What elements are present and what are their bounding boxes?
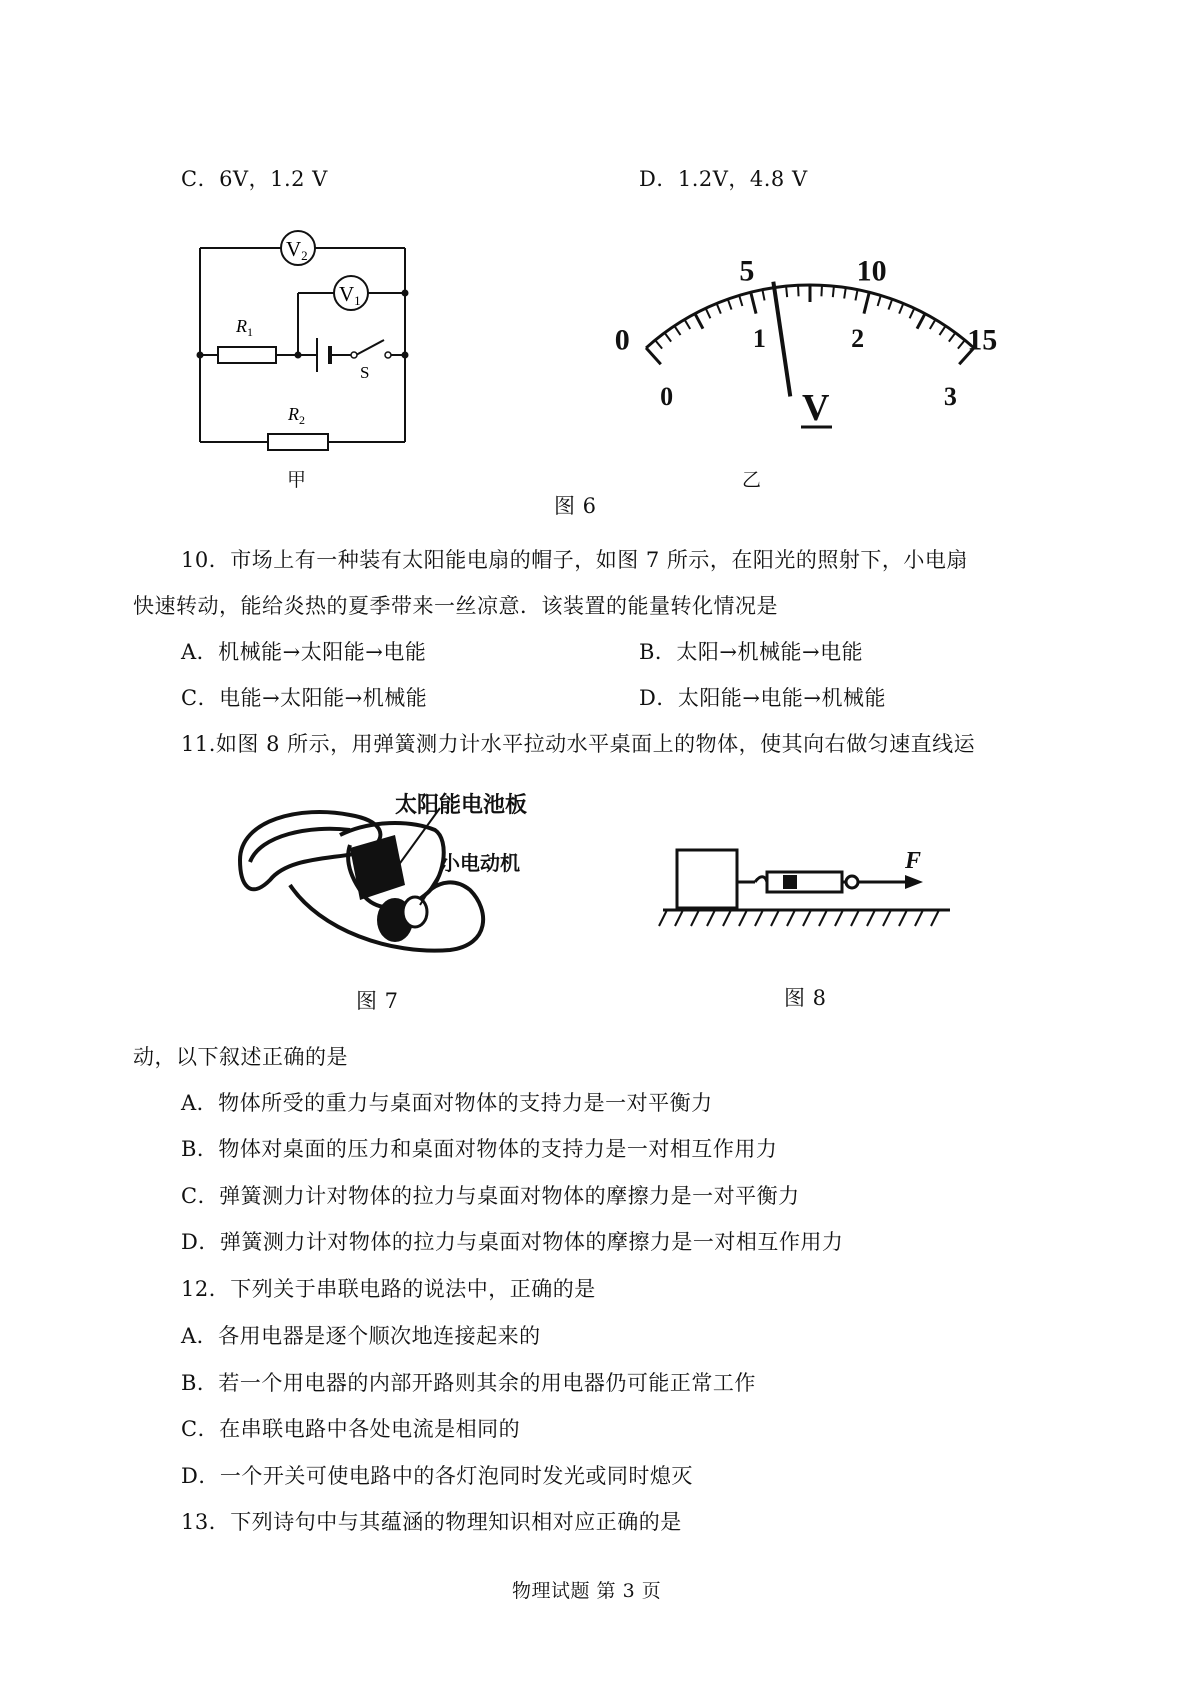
dial-tick bbox=[910, 308, 915, 318]
q11-stem-line2: 动，以下叙述正确的是 bbox=[133, 1045, 348, 1069]
fig6-voltmeter-dial bbox=[614, 230, 998, 450]
q10-stem-line2: 快速转动，能给炎热的夏季带来一丝凉意．该装置的能量转化情况是 bbox=[133, 594, 778, 618]
q12-option-a: A．各用电器是逐个顺次地连接起来的 bbox=[181, 1324, 541, 1348]
dial-tick bbox=[665, 333, 672, 342]
meter-needle bbox=[773, 282, 790, 397]
dial-tick bbox=[717, 303, 721, 313]
dial-tick bbox=[958, 340, 965, 349]
dial-tick bbox=[899, 303, 903, 313]
q10-option-c: C．电能→太阳能→机械能 bbox=[181, 686, 428, 710]
label-solar-panel: 太阳能电池板 bbox=[395, 793, 528, 818]
dial-tick bbox=[706, 308, 711, 318]
r1-label: $R_1$ bbox=[236, 316, 253, 339]
q11-stem-line1: 11.如图 8 所示，用弹簧测力计水平拉动水平桌面上的物体，使其向右做匀速直线运 bbox=[181, 732, 976, 756]
fig7-caption: 图 7 bbox=[356, 989, 399, 1013]
dial-tick bbox=[655, 340, 662, 349]
q10-stem-line1: 10．市场上有一种装有太阳能电扇的帽子，如图 7 所示，在阳光的照射下，小电扇 bbox=[181, 548, 968, 572]
r1-resistor bbox=[218, 347, 276, 363]
q11-option-d: D．弹簧测力计对物体的拉力与桌面对物体的摩擦力是一对相互作用力 bbox=[181, 1230, 844, 1254]
r2-resistor bbox=[268, 434, 328, 450]
switch-label: S bbox=[360, 363, 370, 382]
label-small-motor: 小电动机 bbox=[440, 851, 520, 875]
r2-label: $R_2$ bbox=[288, 404, 305, 427]
dial-tick bbox=[786, 286, 787, 297]
dial-tick bbox=[855, 290, 857, 301]
dial-tick bbox=[888, 299, 892, 309]
q13-stem: 13．下列诗句中与其蕴涵的物理知识相对应正确的是 bbox=[181, 1510, 682, 1534]
dial-tick bbox=[949, 333, 956, 342]
force-label: F bbox=[905, 848, 922, 874]
q11-option-b: B．物体对桌面的压力和桌面对物体的支持力是一对相互作用力 bbox=[181, 1137, 778, 1161]
dial-tick bbox=[685, 320, 691, 329]
q12-stem: 12．下列关于串联电路的说法中，正确的是 bbox=[181, 1277, 596, 1301]
fig6-right-label: 乙 bbox=[742, 469, 762, 491]
upper-scale-0: 0 bbox=[614, 323, 630, 357]
v2-label: V2 bbox=[286, 237, 308, 263]
dial-tick bbox=[930, 320, 936, 329]
lower-scale-1: 1 bbox=[752, 324, 766, 354]
fig6-caption: 图 6 bbox=[554, 494, 597, 518]
q10-option-a: A．机械能→太阳能→电能 bbox=[181, 640, 427, 664]
q12-option-d: D．一个开关可使电路中的各灯泡同时发光或同时熄灭 bbox=[181, 1464, 693, 1488]
q12-option-c: C．在串联电路中各处电流是相同的 bbox=[181, 1417, 521, 1441]
lower-scale-2: 2 bbox=[851, 324, 865, 354]
dial-tick bbox=[878, 295, 881, 306]
q9-option-d: D．1.2V，4.8 V bbox=[639, 167, 808, 191]
fig8-caption: 图 8 bbox=[784, 986, 827, 1010]
dial-tick bbox=[939, 326, 945, 335]
q11-option-c: C．弹簧测力计对物体的拉力与桌面对物体的摩擦力是一对平衡力 bbox=[181, 1184, 800, 1208]
dial-tick bbox=[864, 292, 869, 313]
q9-option-c: C．6V，1.2 V bbox=[181, 167, 328, 191]
dial-tick bbox=[646, 348, 661, 364]
dial-tick bbox=[844, 288, 846, 299]
meter-unit-label: V bbox=[802, 387, 830, 429]
v1-label: V1 bbox=[339, 282, 361, 308]
dial-tick bbox=[762, 290, 764, 301]
fig8-spring-scale-illustration bbox=[655, 820, 955, 940]
dial-tick bbox=[739, 295, 742, 306]
q12-option-b: B．若一个用电器的内部开路则其余的用电器仍可能正常工作 bbox=[181, 1371, 756, 1395]
q10-option-d: D．太阳能→电能→机械能 bbox=[639, 686, 887, 710]
block bbox=[677, 850, 737, 908]
fig6-left-label: 甲 bbox=[287, 469, 307, 491]
upper-scale-5: 5 bbox=[739, 254, 755, 288]
q10-option-b: B．太阳→机械能→电能 bbox=[639, 640, 864, 664]
q11-option-a: A．物体所受的重力与桌面对物体的支持力是一对平衡力 bbox=[181, 1091, 713, 1115]
upper-scale-15: 15 bbox=[967, 323, 998, 357]
dial-tick bbox=[917, 314, 925, 329]
lower-scale-0: 0 bbox=[660, 382, 674, 412]
dial-tick bbox=[798, 285, 799, 296]
lower-scale-3: 3 bbox=[943, 382, 957, 412]
dial-tick bbox=[695, 314, 703, 329]
fig7-solar-hat-illustration bbox=[230, 790, 570, 960]
page-footer: 物理试题 第 3 页 bbox=[512, 1580, 662, 1602]
dial-tick bbox=[833, 286, 834, 297]
upper-scale-10: 10 bbox=[856, 254, 887, 288]
dial-tick bbox=[728, 299, 732, 309]
dial-tick bbox=[674, 326, 680, 335]
fig6-circuit-diagram bbox=[180, 210, 420, 480]
dial-tick bbox=[821, 285, 822, 296]
dial-tick bbox=[751, 292, 756, 313]
